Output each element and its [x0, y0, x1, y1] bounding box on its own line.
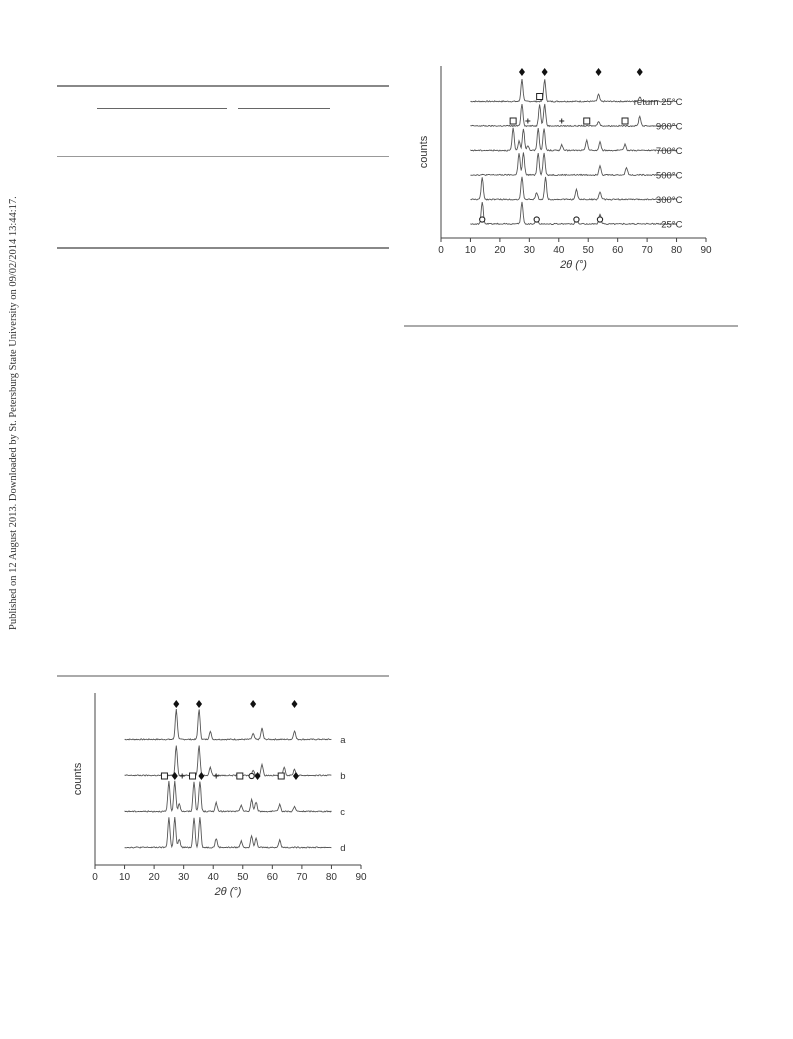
square-marker: [584, 118, 590, 124]
figure-caption-rule-right: [404, 325, 738, 327]
series-label: c: [340, 807, 346, 818]
square-marker: [510, 118, 516, 124]
table-mid-rule: [57, 156, 389, 157]
table-top-rule: [57, 85, 389, 87]
series-trace-a: [125, 709, 332, 740]
series-label: 25°C: [661, 219, 683, 231]
square-marker: [537, 94, 543, 100]
y-axis-label: counts: [72, 762, 84, 796]
circle-marker: [480, 217, 485, 222]
x-tick-label: 40: [207, 872, 219, 883]
diamond-marker: [596, 68, 602, 76]
table-bottom-rule: [57, 247, 389, 249]
x-tick-label: 60: [266, 872, 278, 883]
diamond-marker: [637, 68, 643, 76]
series-label: b: [340, 771, 346, 782]
x-tick-label: 40: [553, 245, 565, 256]
diamond-marker: [198, 772, 204, 780]
x-tick-label: 50: [237, 872, 249, 883]
series-label: a: [340, 735, 346, 746]
x-axis-label: 2θ (°): [560, 259, 587, 271]
diamond-marker: [196, 700, 202, 708]
circle-marker: [534, 217, 539, 222]
cross-marker: [214, 774, 219, 779]
x-tick-label: 30: [523, 245, 535, 256]
square-marker: [622, 118, 628, 124]
cross-marker: [180, 774, 185, 779]
series-label: 300°C: [655, 195, 683, 206]
circle-marker: [574, 217, 579, 222]
x-tick-label: 20: [148, 872, 160, 883]
x-tick-label: 0: [438, 245, 444, 256]
series-trace-300c: [470, 177, 676, 200]
diamond-marker: [519, 68, 525, 76]
x-tick-label: 70: [641, 245, 653, 256]
y-axis-label: counts: [418, 135, 430, 169]
x-tick-label: 30: [178, 872, 190, 883]
cross-marker: [559, 119, 564, 124]
square-marker: [237, 773, 243, 779]
diamond-marker: [255, 772, 261, 780]
series-trace-500c: [470, 152, 676, 175]
diamond-marker: [292, 700, 298, 708]
series-trace-d: [125, 817, 332, 848]
sidebar-provenance: [2, 180, 22, 630]
circle-marker: [597, 217, 602, 222]
published-download-text: Published on 12 August 2013. Downloaded by St. Petersburg State University on 09/02/2014 13:44:17.: [8, 196, 19, 630]
series-trace-25c: [470, 202, 676, 225]
circle-marker: [249, 773, 254, 778]
xrd-chart-temperature: [410, 58, 730, 288]
diamond-marker: [293, 772, 299, 780]
x-tick-label: 80: [670, 245, 683, 256]
x-tick-label: 90: [355, 872, 367, 883]
x-tick-label: 80: [325, 872, 338, 883]
series-label: 900°C: [655, 121, 683, 133]
square-marker: [190, 773, 196, 779]
x-tick-label: 10: [118, 872, 131, 883]
xrd-chart-samples: [70, 685, 390, 915]
series-label: d: [340, 843, 346, 854]
diamond-marker: [173, 700, 179, 708]
x-tick-label: 60: [612, 245, 624, 256]
square-marker: [278, 773, 284, 779]
series-label: return 25°C: [633, 97, 683, 108]
table-header-underline-2: [238, 108, 330, 109]
x-tick-label: 0: [92, 872, 98, 883]
table-header-underline-1: [97, 108, 227, 109]
series-trace-b: [125, 746, 332, 777]
series-label: 700°C: [655, 146, 683, 157]
diamond-marker: [172, 772, 178, 780]
diamond-marker: [542, 68, 548, 76]
x-tick-label: 10: [464, 245, 477, 256]
diamond-marker: [250, 700, 256, 708]
x-tick-label: 90: [700, 245, 712, 256]
x-axis-label: 2θ (°): [214, 886, 242, 898]
figure-caption-rule-left: [57, 675, 389, 677]
series-trace-c: [125, 781, 332, 812]
series-trace-700c: [470, 128, 676, 151]
square-marker: [161, 773, 167, 779]
series-label: 500°C: [655, 170, 683, 182]
cross-marker: [525, 119, 530, 124]
x-tick-label: 20: [494, 245, 506, 256]
x-tick-label: 70: [296, 872, 308, 883]
x-tick-label: 50: [582, 245, 594, 256]
